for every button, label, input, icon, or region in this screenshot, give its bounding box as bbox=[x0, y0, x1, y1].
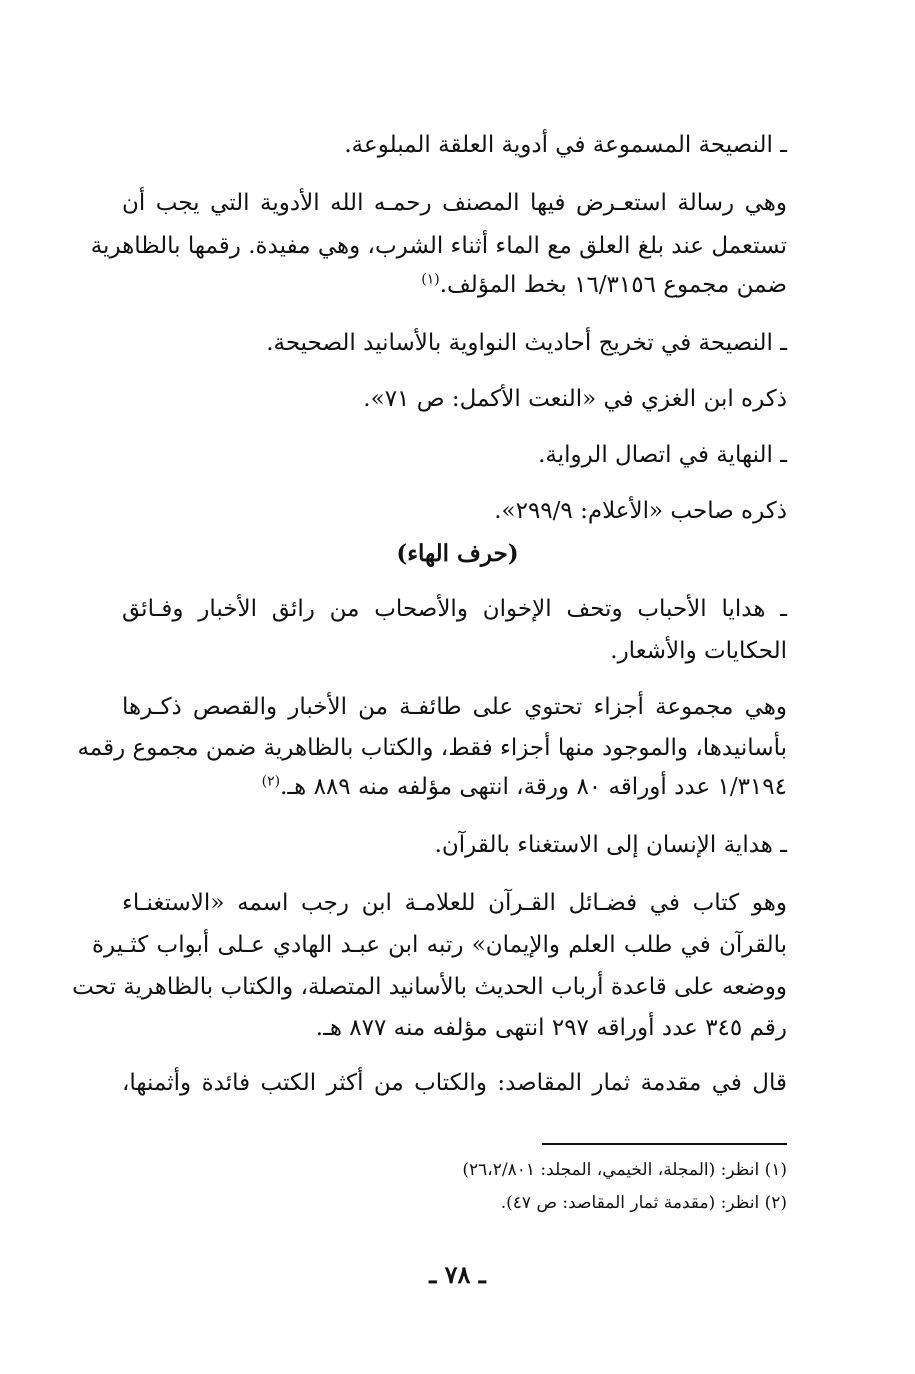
paragraph-line: وهو كتاب في فضـائل القـرآن للعلامـة ابن رجب اسمه «الاستغنـاء bbox=[122, 890, 787, 916]
paragraph-line bbox=[262, 770, 787, 804]
page-number: ـ ٧٨ ـ bbox=[429, 1260, 486, 1289]
entry-title-hadaya-cont: الحكايات والأشعار. bbox=[610, 638, 787, 664]
entry-title-nihaya: ـ النهاية في اتصال الرواية. bbox=[538, 442, 787, 468]
paragraph-line: بأسانيدها، والموجود منها أجزاء فقط، والكتاب بالظاهرية ضمن مجموع رقمه bbox=[77, 735, 787, 761]
paragraph-line: ذكره ابن الغزي في «النعت الأكمل: ص ٧١». bbox=[363, 386, 787, 412]
paragraph-line: قال في مقدمة ثمار المقاصد: والكتاب من أكثر الكتب فائدة وأثمنها، bbox=[122, 1070, 787, 1096]
paragraph-line: ووضعه على قاعدة أرباب الحديث بالأسانيد المتصلة، والكتاب بالظاهرية تحت bbox=[72, 974, 787, 1000]
paragraph-line bbox=[421, 268, 787, 302]
paragraph-text: ضمن مجموع ١٦/٣١٥٦ بخط المؤلف. bbox=[439, 272, 787, 298]
paragraph-line: ذكره صاحب «الأعلام: ٢٩٩/٩». bbox=[494, 498, 787, 524]
footnote-ref: (١) bbox=[421, 271, 440, 288]
paragraph-text: ١/٣١٩٤ عدد أوراقه ٨٠ ورقة، انتهى مؤلفه منه ٨٨٩ هـ. bbox=[280, 774, 787, 800]
entry-title-hadaya: ـ هدايا الأحباب وتحف الإخوان والأصحاب من رائق الأخبار وفـائق bbox=[122, 596, 787, 622]
paragraph-line: وهي رسالة استعـرض فيها المصنف رحمـه الله الأدوية التي يجب أن bbox=[122, 190, 787, 216]
footnote-divider bbox=[542, 1143, 787, 1145]
paragraph-line: وهي مجموعة أجزاء تحتوي على طائفـة من الأخبار والقصص ذكـرها bbox=[122, 694, 787, 720]
entry-title-hidaya: ـ هداية الإنسان إلى الاستغناء بالقرآن. bbox=[434, 832, 787, 858]
paragraph-line: تستعمل عند بلغ العلق مع الماء أثناء الشرب، وهي مفيدة. رقمها بالظاهرية bbox=[90, 233, 787, 259]
footnote-2: (٢) انظر: (مقدمة ثمار المقاصد: ص ٤٧). bbox=[500, 1193, 787, 1213]
footnote-ref: (٢) bbox=[261, 773, 281, 790]
footnote-1: (١) انظر: (المجلة، الخيمي، المجلد: ٢٦،٢/٨٠١) bbox=[462, 1160, 787, 1180]
entry-title-nasiha-takhrij: ـ النصيحة في تخريج أحاديث النواوية بالأسانيد الصحيحة. bbox=[266, 330, 787, 356]
entry-title-nasiha-masmua: ـ النصيحة المسموعة في أدوية العلقة المبلوعة. bbox=[344, 132, 787, 158]
section-heading: (حرف الهاء) bbox=[396, 540, 519, 567]
paragraph-line: بالقرآن في طلب العلم والإيمان» رتبه ابن عبـد الهادي عـلى أبواب كثـيرة bbox=[92, 932, 787, 958]
paragraph-line: رقم ٣٤٥ عدد أوراقه ٢٩٧ انتهى مؤلفه منه ٨٧٧ هـ. bbox=[315, 1015, 787, 1041]
